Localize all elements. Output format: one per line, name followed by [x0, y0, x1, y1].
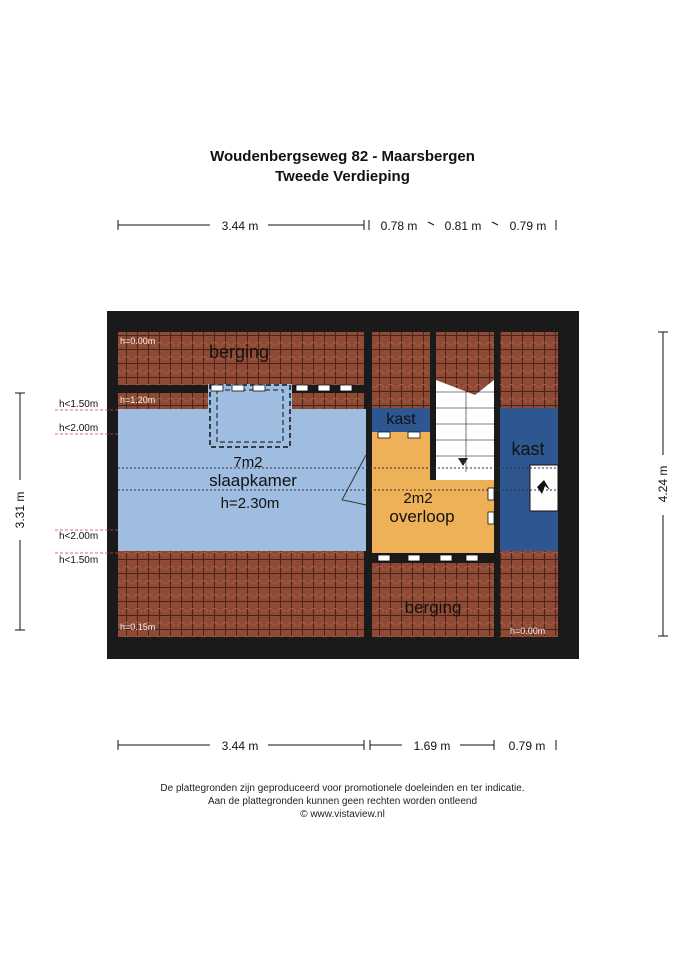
top-dimensions: [118, 219, 556, 233]
berging-top-label: berging: [208, 342, 270, 362]
left-dimension: [13, 393, 27, 630]
dim-top-4: 0.79 m: [509, 219, 547, 233]
height-mark-in-3: h=0.15m: [120, 622, 156, 632]
dim-bottom-2: 1.69 m: [413, 739, 451, 753]
height-mark-out-2: h<2.00m: [59, 423, 99, 434]
disclaimer-line-2: Aan de plattegronden kunnen geen rechten worden ontleend: [207, 796, 478, 807]
height-mark-in-1: h=0.00m: [120, 336, 156, 346]
copyright: © www.vistaview.nl: [300, 809, 385, 820]
dim-bottom-3: 0.79 m: [508, 739, 546, 753]
kast-small-label: kast: [386, 411, 416, 428]
height-mark-out-3: h<2.00m: [59, 531, 99, 542]
height-mark-out-1: h<1.50m: [59, 399, 99, 410]
dim-top-3: 0.81 m: [444, 219, 482, 233]
right-dimension: [656, 332, 670, 636]
slaapkamer-name: slaapkamer: [209, 471, 297, 490]
address-title: Woudenbergseweg 82 - Maarsbergen: [210, 148, 475, 165]
floor-title: Tweede Verdieping: [275, 168, 410, 185]
slaapkamer-height: h=2.30m: [220, 495, 280, 512]
roof-area-bottom-right: [500, 551, 558, 637]
bottom-dimensions: [118, 739, 556, 753]
height-mark-in-2: h=1.20m: [120, 395, 156, 405]
roof-area-mid: [372, 332, 430, 408]
disclaimer-line-1: De plattegronden zijn geproduceerd voor promotionele doeleinden en ter indicatie.: [160, 783, 525, 794]
overloop-name: overloop: [389, 507, 455, 526]
berging-bottom-label: berging: [404, 598, 462, 617]
dim-top-1: 3.44 m: [221, 219, 259, 233]
height-mark-out-4: h<1.50m: [59, 555, 99, 566]
height-mark-in-4: h=0.00m: [510, 626, 546, 636]
slaapkamer-area: 7m2: [233, 454, 263, 471]
roof-area-stair-top: [436, 332, 494, 356]
roof-area-right: [500, 332, 558, 408]
roof-strip-right: [292, 393, 364, 409]
dim-right: 4.24 m: [656, 465, 670, 503]
overloop-area: 2m2: [403, 490, 433, 507]
dim-top-2: 0.78 m: [380, 219, 418, 233]
dim-bottom-1: 3.44 m: [221, 739, 259, 753]
dim-left: 3.31 m: [13, 491, 27, 529]
kast-right-label: kast: [511, 439, 545, 459]
